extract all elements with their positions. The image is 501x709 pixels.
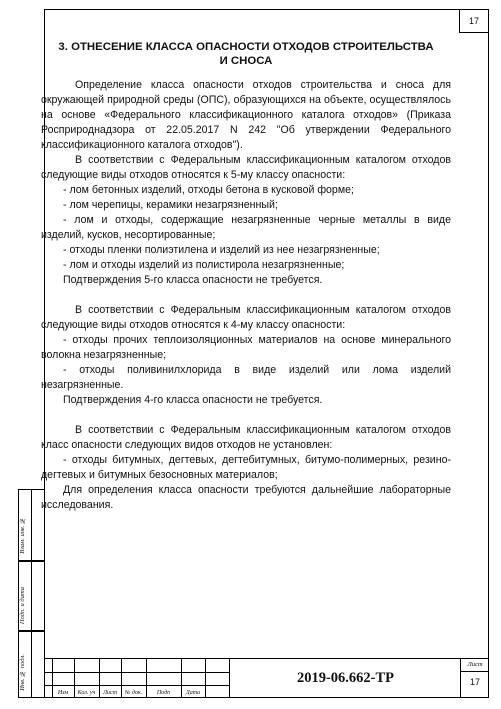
paragraph-class4-note: Подтверждения 4-го класса опасности не требуется. <box>63 394 323 406</box>
paragraph-lab-note: Для определения класса опасности требуются дальнейшие лабораторные исследования. <box>41 484 451 511</box>
side-label-original: Инв. № подл. <box>19 654 26 691</box>
list-item: - лом и отходы изделий из полистирола незагрязненные; <box>63 259 345 271</box>
sheet-cell <box>460 659 489 698</box>
document-body <box>41 40 451 513</box>
sheet-label: Лист <box>467 661 483 668</box>
side-stamp-signature <box>18 561 44 631</box>
paragraph-class5-note: Подтверждения 5-го класса опасности не требуется. <box>63 274 323 286</box>
side-label-replacement: Взам. инв. № <box>19 517 26 554</box>
paragraph-class5-intro: В соответствии с Федеральным классификационным каталогом отходов следующие виды отходов относятся к 5-му классу опасности: <box>41 154 451 181</box>
title-block <box>44 658 489 698</box>
header-doc-number: № док. <box>124 690 143 696</box>
list-item: - лом и отходы, содержащие незагрязненные черные металлы в виде изделий, кусков, несортированные; <box>41 214 451 241</box>
paragraph-intro: Определение класса опасности отходов строительства и сноса для окружающей природной среды (ОПС), образующихся на объекте, осуществлялось на основе «Федерального классификационного каталога отходов» (Приказа Росприроднадзора от 22.05.2017 N 242 "Об утверждении Федерального классификационного каталога отходов"). <box>41 79 451 151</box>
list-item: - лом бетонных изделий, отходы бетона в кусковой форме; <box>63 184 354 196</box>
sheet-number: 17 <box>469 677 480 687</box>
list-item: - лом черепицы, керамики незагрязненный; <box>63 199 278 211</box>
title-block-grid <box>44 659 229 698</box>
header-signature: Подп <box>156 690 171 696</box>
section-title-line-2: И СНОСА <box>219 55 273 67</box>
header-date: Дата <box>185 690 201 696</box>
section-title-line-1: 3. ОТНЕСЕНИЕ КЛАССА ОПАСНОСТИ ОТХОДОВ СТРОИТЕЛЬСТВА <box>58 41 434 53</box>
header-count: Кол. уч <box>77 690 96 696</box>
side-stamp-replacement <box>18 489 44 561</box>
header-sheet: Лист <box>102 690 118 696</box>
paragraph-class4-intro: В соответствии с Федеральным классификационным каталогом отходов следующие виды отходов относятся к 4-му классу опасности: <box>41 304 451 331</box>
section-title <box>41 40 451 68</box>
list-item: - отходы пленки полиэтилена и изделий из нее незагрязненные; <box>63 244 380 256</box>
side-label-signature: Подп. и дата <box>19 586 26 624</box>
list-item: - отходы прочих теплоизоляционных материалов на основе минерального волокна незагрязненные; <box>41 334 451 361</box>
paragraph-unset-intro: В соответствии с Федеральным классификационным каталогом отходов класс опасности следующих видов отходов не установлен: <box>41 424 451 451</box>
document-code: 2019-06.662-ТР <box>229 659 461 698</box>
top-sheet-number: 17 <box>459 10 488 33</box>
list-item: - отходы поливинилхлорида в виде изделий или лома изделий незагрязненные. <box>41 364 451 391</box>
list-item: - отходы битумных, дегтевых, дегтебитумных, битумо-полимерных, резино-дегтевых и битумных безосновных материалов; <box>41 454 451 481</box>
header-change: Изм <box>57 690 69 696</box>
side-stamp-original <box>18 631 44 698</box>
